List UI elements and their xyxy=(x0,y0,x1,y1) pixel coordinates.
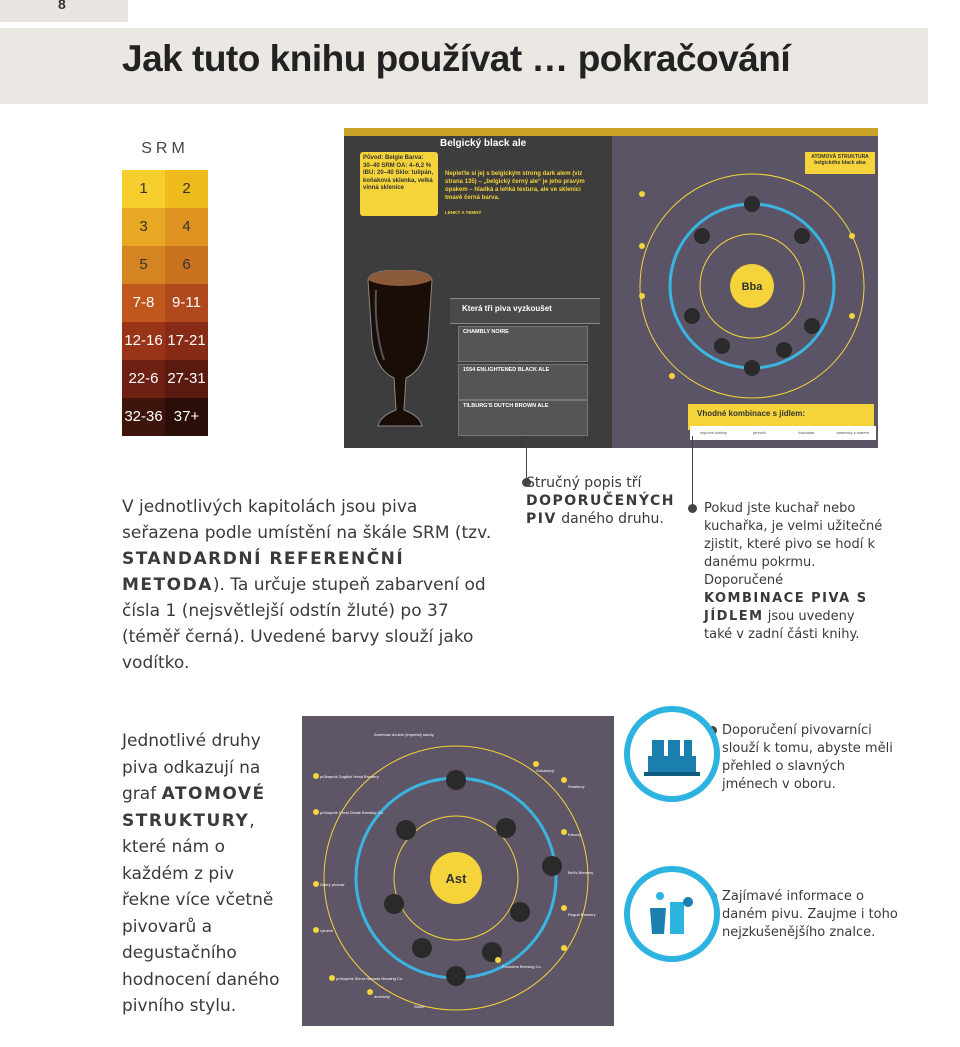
recommended-beer-3 xyxy=(458,400,588,436)
srm-value: 37+ xyxy=(165,398,208,436)
food-pairing-note xyxy=(704,500,884,644)
emphasis-span: ATOMOVÉ STRUKTURY xyxy=(122,784,266,831)
text-span: ). Ta určuje stupeň zabarvení od čísla 1 (nejsvětlejší odstín žluté) po 37 (téměř černá). Uvedené barvy slouží jako vodítko. xyxy=(122,575,486,673)
brewers-note: Doporučení pivovarníci slouží k tomu, abyste měli přehled o slavných jménech v oboru. xyxy=(722,723,893,792)
text-span: V jednotlivých kapitolách jsou piva seřazena podle umístění na škále SRM (tzv. xyxy=(122,497,492,543)
atom-node-label: Dobrý pivovar xyxy=(320,882,345,887)
srm-value: 22-6 xyxy=(122,360,165,398)
srm-value: 32-36 xyxy=(122,398,165,436)
emphasis-span: STANDARDNÍ REFERENČNÍ METODA xyxy=(122,549,405,595)
srm-row xyxy=(122,360,208,398)
srm-value: 12-16 xyxy=(122,322,165,360)
food-item: vepřové kotlety xyxy=(699,430,727,435)
beer-style-description: Nepleťte si jej s belgickým strong dark alem (viz strana 135) – „belgický černý ale“ je jeho pravým opakem – hladká a lehká textura, ale ve sklenici tmavě černá barva. xyxy=(445,171,585,201)
srm-row xyxy=(122,322,208,360)
atom-structure-large xyxy=(302,716,614,1026)
food-item: čokoláda xyxy=(798,430,815,435)
srm-header: SRM xyxy=(122,128,208,170)
atom-node-label: Kávový xyxy=(568,832,582,837)
srm-rows xyxy=(122,170,208,436)
three-beers-title: Která tři piva vyzkoušet xyxy=(462,304,552,313)
srm-value: 6 xyxy=(165,246,208,284)
atom-node-label: Bell's Brewery xyxy=(568,870,594,875)
spread-top-bar xyxy=(344,128,878,136)
beer-name: TILBURG'S DUTCH BROWN ALE xyxy=(463,403,549,409)
text-span: , které nám o každém z piv řekne více včetně pivovarů a degustačního hodnocení daného pivního stylu. xyxy=(122,810,280,1016)
atom-structure-note xyxy=(122,728,282,1020)
srm-value: 4 xyxy=(165,208,208,246)
beer-info-box: Původ: Belgie Barva: 30–40 SRM OA: 4–6,2 % IBU: 20–40 Sklo: tulipán, koňaková sklenka, velká vinná sklenice xyxy=(360,152,438,216)
info-circle-inner xyxy=(630,872,714,956)
atom-node-label: průkopník Great Divide Brewing Co. xyxy=(320,810,384,815)
brief-description-note xyxy=(526,474,686,528)
srm-explanation xyxy=(122,494,492,676)
atom-diagram xyxy=(302,716,614,1026)
srm-row xyxy=(122,284,208,322)
food-item: jehněčí xyxy=(753,430,767,435)
beer-name: 1554 ENLIGHTENED BLACK ALE xyxy=(463,367,550,373)
srm-value: 9-11 xyxy=(165,284,208,322)
atom-node-label: Smaltový xyxy=(568,784,585,789)
page-title: Jak tuto knihu používat … pokračování xyxy=(122,38,791,79)
srm-value: 7-8 xyxy=(122,284,165,322)
text-span: jsou uvedeny také v zadní části knihy. xyxy=(704,609,860,642)
beer-name: CHAMBLY NOIRE xyxy=(463,329,509,335)
emphasis-span: KOMBINACE PIVA S JÍDLEM xyxy=(704,591,868,624)
atom-center-label: Ast xyxy=(445,871,467,886)
srm-value: 2 xyxy=(165,170,208,208)
interesting-info-note: Zajímavé informace o daném pivu. Zaujme i toho nejzkušenějšího znalce. xyxy=(722,889,898,940)
srm-value: 27-31 xyxy=(165,360,208,398)
recommended-beer-2 xyxy=(458,364,588,400)
srm-value: 17-21 xyxy=(165,322,208,360)
atom-node-label: Founders Brewing Co. xyxy=(502,964,542,969)
srm-row xyxy=(122,170,208,208)
atom-center-label: Bba xyxy=(741,281,763,293)
food-item: americký s tvarem xyxy=(836,430,869,435)
srm-value: 3 xyxy=(122,208,165,246)
srm-row xyxy=(122,398,208,436)
atom-node-label: průkopník Sierra Nevada Brewing Co. xyxy=(336,976,404,981)
atom-structure-small xyxy=(612,136,878,448)
srm-value: 5 xyxy=(122,246,165,284)
text-span: daného druhu. xyxy=(556,511,664,527)
food-pairing-row xyxy=(690,426,876,440)
emphasis-span: DOPORUČENÝCH PIV xyxy=(526,493,676,527)
beer-fact-icon xyxy=(630,872,714,956)
atom-node-label: průkopník Dogfish Head Brewery xyxy=(320,774,379,779)
atom-node-label: Gokádový xyxy=(536,768,555,773)
pointer-line xyxy=(692,436,693,508)
beer-style-title: Belgický black ale xyxy=(440,138,527,149)
beer-style-body xyxy=(445,210,595,217)
text-span: Stručný popis tří xyxy=(526,475,642,491)
food-pairing-title: Vhodné kombinace s jídlem: xyxy=(697,409,806,418)
recommended-beer-1 xyxy=(458,326,588,362)
atom-node-label: Rogue Brewery xyxy=(568,912,596,917)
srm-row xyxy=(122,246,208,284)
srm-value: 1 xyxy=(122,170,165,208)
text-span: Jednotlivé druhy piva odkazují na graf xyxy=(122,731,261,804)
srm-row xyxy=(122,208,208,246)
body-heading: LEHKÝ A TEMNÝ xyxy=(445,210,482,215)
atom-node-label: American double (imperial) stouty xyxy=(374,732,434,737)
beer-glass-image xyxy=(360,270,440,440)
page-number-tab xyxy=(0,0,128,22)
srm-scale xyxy=(122,128,208,436)
brewer-circle-inner xyxy=(630,712,714,796)
atom-node-label: americký xyxy=(374,994,391,999)
atom-node-label: Stone xyxy=(414,1004,425,1009)
atom-structure-label: ATOMOVÁ STRUKTURA belgického black alea xyxy=(805,152,875,174)
brewery-icon xyxy=(630,712,714,796)
atom-node-label: výrobní xyxy=(320,928,334,933)
page-number: 8 xyxy=(58,0,66,12)
text-span: Pokud jste kuchař nebo kuchařka, je velmi užitečné zjistit, které pivo se hodí k danému pokrmu. Doporučené xyxy=(704,501,883,588)
